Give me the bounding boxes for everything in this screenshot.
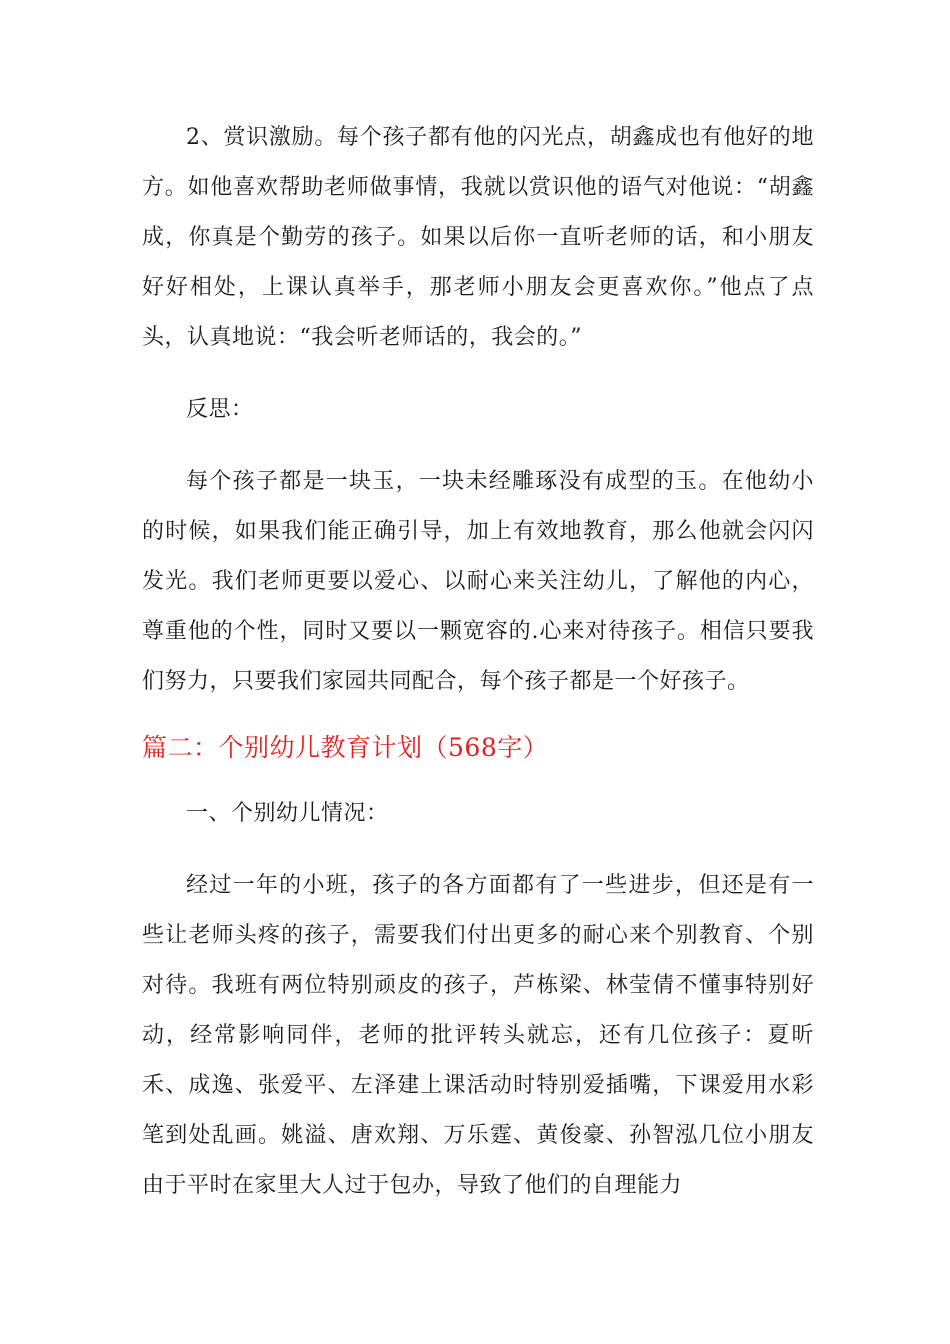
paragraph-reflection-heading: 反思： — [186, 397, 254, 422]
paragraph-situation-heading: 一、个别幼儿情况： — [186, 801, 389, 826]
section-title: 篇二：个别幼儿教育计划（568字） — [142, 733, 549, 762]
document-body — [142, 113, 814, 1233]
paragraph-appreciation: 2、赏识激励。每个孩子都有他的闪光点，胡鑫成也有他好的地方。如他喜欢帮助老师做事情，我就以赏识他的语气对他说：“胡鑫成，你真是个勤劳的孩子。如果以后你一直听老师的话，和小朋友好好相处，上课认真举手，那老师小朋友会更喜欢你。”他点了点头，认真地说：“我会听老师话的，我会的。” — [142, 125, 814, 350]
paragraph-situation: 经过一年的小班，孩子的各方面都有了一些进步，但还是有一些让老师头疼的孩子，需要我们付出更多的耐心来个别教育、个别对待。我班有两位特别顽皮的孩子，芦栋梁、林莹倩不懂事特别好动，经常影响同伴，老师的批评转头就忘，还有几位孩子：夏昕禾、成逸、张爱平、左泽建上课活动时特别爱插嘴，下课爱用水彩笔到处乱画。姚溢、唐欢翔、万乐霆、黄俊豪、孙智泓几位小朋友由于平时在家里大人过于包办，导致了他们的自理能力 — [142, 873, 814, 1198]
paragraph-reflection: 每个孩子都是一块玉，一块未经雕琢没有成型的玉。在他幼小的时候，如果我们能正确引导，加上有效地教育，那么他就会闪闪发光。我们老师更要以爱心、以耐心来关注幼儿，了解他的内心，尊重他的个性，同时又要以一颗宽容的.心来对待孩子。相信只要我们努力，只要我们家园共同配合，每个孩子都是一个好孩子。 — [142, 469, 814, 694]
